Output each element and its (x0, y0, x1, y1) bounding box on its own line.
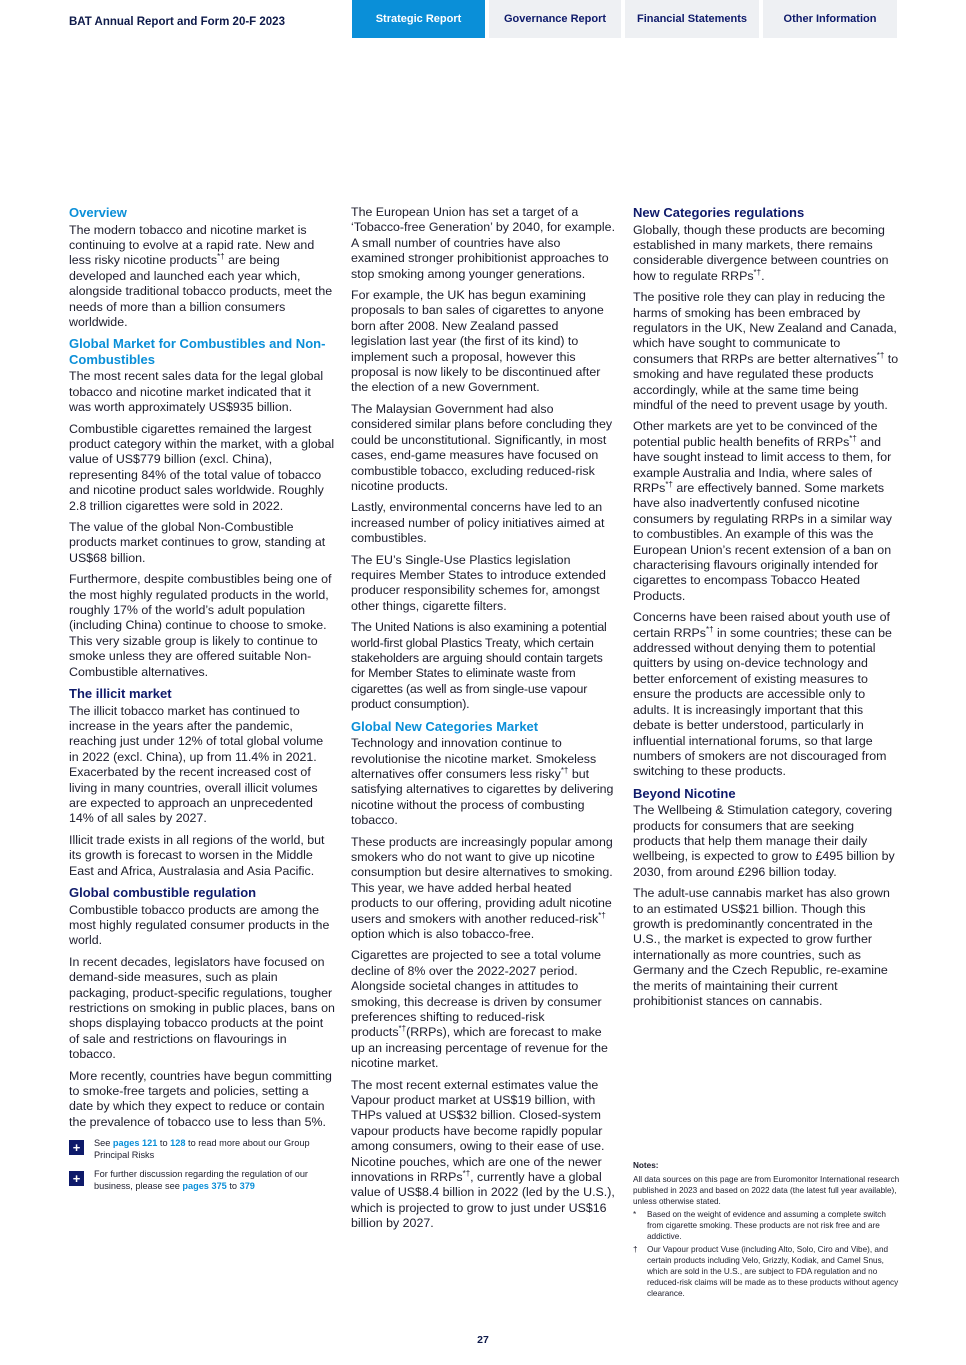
paragraph: Illicit trade exists in all regions of the world, but its growth is forecast to worsen in the Middle East and Africa, Australasia and Asia Pacific. (69, 832, 325, 878)
page-number: 27 (477, 1334, 489, 1346)
cross-reference-text: See pages 121 to 128 to read more about our Group Principal Risks (94, 1138, 310, 1160)
paragraph: More recently, countries have begun committing to smoke-free targets and policies, setting a date by which they expect to reduce or contain the prevalence of tobacco use to less than 5%. (69, 1068, 332, 1129)
page-link[interactable]: pages 121 (112, 1138, 158, 1149)
notes (633, 1160, 901, 1299)
paragraph: Other markets are yet to be convinced of the potential public health benefits of RRPs*† and have sought instead to limit access to them, for example Australia and India, where sales of RRPs*† are effectively banned. Some markets have also inadvertently confused nicotine consumers by regulating RRPs in a similar way to combustibles. An example of this was the European Union’s recent extension of a ban on characterising flavours originally intended for cigarettes to encompass Tobacco Heated Products. (633, 419, 892, 603)
page-link[interactable]: 128 (170, 1138, 186, 1149)
note-text: Based on the weight of evidence and assuming a complete switch from cigarette smoking. These products are not risk free and are addictive. (647, 1210, 886, 1241)
paragraph: Combustible tobacco products are among the most highly regulated consumer products in the world. (69, 902, 330, 948)
page-link[interactable]: 379 (239, 1180, 255, 1191)
heading-overview: Overview (69, 205, 127, 220)
paragraph: The Malaysian Government had also considered similar plans before concluding they could be unconstitutional. Significantly, in most cases, end-game measures have focused on combustible tobacco, excluding reduced-risk nicotine products. (351, 401, 613, 493)
paragraph: The most recent external estimates value the Vapour product market at US$19 billion, with THPs valued at US$32 billion. Closed-system vapour products have become rapidly popular among consumers, owing to their ease of use. Nicotine pouches, which are one of the newer innovations in RRPs*†, currently have a global value of US$8.4 billion in 2022 (led by the U.S.), which is projected to grow to just under US$16 billion by 2027. (351, 1077, 615, 1231)
paragraph: The EU’s Single-Use Plastics legislation requires Member States to introduce extended producer responsibility schemes for, amongst other things, cigarette filters. (351, 552, 606, 613)
cross-reference-regulation (69, 1169, 335, 1192)
notes-intro: All data sources on this page are from Euromonitor International research published in 2023 and based on 2022 data (the latest full year available), unless otherwise stated. (633, 1175, 900, 1206)
tab-governance-report[interactable]: Governance Report (489, 0, 621, 38)
tab-other-information[interactable]: Other Information (763, 0, 897, 38)
paragraph: The illicit tobacco market has continued to increase in the years after the pandemic, reaching just under 12% of total global volume in 2022 (excl. China), up from 11.4% in 2021. Exacerbated by the recent increased cost of living in many countries, overall illicit volumes are expected to approach an unprecedented 14% of all sales by 2027. (69, 703, 324, 826)
note-mark: † (633, 1245, 638, 1254)
column-right (633, 205, 899, 1016)
paragraph: The Wellbeing & Stimulation category, covering products for consumers that are seeking products that help them manage their daily wellbeing, is expected to grow to £495 billion by 2030, from around £296 billion today. (633, 803, 895, 879)
paragraph: Concerns have been raised about youth use of certain RRPs*† in some countries; these can be addressed without denying them to potential quitters by using on-device technology and better enforcement of existing measures to ensure the products are accessible only to adults. It is increasingly important that this debate is better understood, particularly in influential international forums, so that large numbers of smokers are not discouraged from switching to these products. (633, 610, 892, 779)
paragraph-overview: The modern tobacco and nicotine market is continuing to evolve at a rapid rate. New and less risky nicotine products*† are being developed and launched each year which, alongside traditional tobacco products, meet the needs of more than a billion consumers worldwide. (69, 222, 333, 329)
paragraph: For example, the UK has begun examining proposals to ban sales of cigarettes to anyone born after 2008. New Zealand passed legislation last year (the first of its kind) to implement such a proposal, however this proposal is now likely to be discontinued after the election of a new Government. (351, 288, 604, 395)
page-link[interactable]: pages 375 (182, 1180, 227, 1191)
tab-strategic-report[interactable]: Strategic Report (352, 0, 485, 38)
note-mark: * (633, 1210, 637, 1219)
note-item (633, 1209, 901, 1242)
paragraph: These products are increasingly popular among smokers who do not want to give up nicotine consumption but desire alternatives to smoking. This year, we have added herbal heated products to our offering, providing adult nicotine users and smokers with another reduced-risk*† option which is also tobacco-free. (351, 834, 613, 941)
heading-global-new-categories: Global New Categories Market (351, 718, 539, 734)
column-left (69, 205, 335, 1192)
plus-icon[interactable]: + (69, 1171, 84, 1186)
paragraph: Globally, though these products are becoming established in many markets, there remains considerable divergence between countries on how to regulate RRPs*†. (633, 222, 889, 283)
note-text: Our Vapour product Vuse (including Alto, Solo, Ciro and Vibe), and certain products including Velo, Grizzly, Kodiak, and Camel Snus, which are sold in the U.S., are subject to FDA regulation and no reduced-risk claims will be made as to these products without agency clearance. (647, 1245, 899, 1298)
paragraph: The value of the global Non-Combustible products market continues to grow, standing at US$68 billion. (69, 520, 326, 565)
paragraph: The most recent sales data for the legal global tobacco and nicotine market indicated that it was worth approximately US$935 billion. (69, 369, 324, 415)
paragraph: The United Nations is also examining a potential world-first global Plastics Treaty, which certain stakeholders are arguing should contain targets for Member States to eliminate waste from cigarettes (as well as from single-use vapour product consumption). (351, 620, 607, 712)
top-bar (0, 0, 966, 38)
heading-global-market: Global Market for Combustibles and Non-Combustibles (69, 336, 326, 367)
column-middle (351, 205, 616, 1238)
heading-illicit-market: The illicit market (69, 686, 172, 702)
paragraph: The European Union has set a target of a ‘Tobacco-free Generation’ by 2040, for example. A small number of countries have also examined stronger prohibitionist approaches to stop smoking among younger generations. (351, 205, 616, 281)
paragraph: Cigarettes are projected to see a total volume decline of 8% over the 2022-2027 period. Alongside societal changes in attitudes to smoking, this decrease is driven by consumer preferences shifting to reduced-risk products*†(RRPs), which are forecast to make up an increasing percentage of revenue for the nicotine market. (351, 948, 608, 1071)
heading-beyond-nicotine: Beyond Nicotine (633, 785, 736, 801)
paragraph: The positive role they can play in reducing the harms of smoking has been embraced by regulators in the UK, New Zealand and Canada, which have sought to communicate to consumers that RRPs are better alternatives*† to smoking and have regulated these products accordingly, while at the same time being mindful of the need to prevent usage by youth. (633, 290, 899, 412)
cross-reference-risks (69, 1138, 335, 1161)
notes-heading: Notes: (633, 1161, 659, 1170)
paragraph: Technology and innovation continue to revolutionise the nicotine market. Smokeless alternatives offer consumers less risky*† but satisfying alternatives to cigarettes by delivering nicotine without the process of combusting tobacco. (351, 736, 614, 828)
paragraph: In recent decades, legislators have focused on demand-side measures, such as plain packaging, product-specific regulations, tougher restrictions on smoking in public places, bans on shops displaying tobacco products at the point of sale and restrictions on flavourings in tobacco. (69, 954, 335, 1062)
tab-financial-statements[interactable]: Financial Statements (625, 0, 759, 38)
note-item (633, 1244, 901, 1299)
paragraph: Combustible cigarettes remained the largest product category within the market, with a global value of US$779 billion (excl. China), representing 84% of the total value of tobacco and nicotine product sales worldwide. Roughly 2.8 trillion cigarettes were sold in 2022. (69, 421, 335, 513)
paragraph: Lastly, environmental concerns have led to an increased number of policy initiatives aimed at combustibles. (351, 500, 605, 546)
plus-icon[interactable]: + (69, 1140, 84, 1155)
cross-reference-text: For further discussion regarding the regulation of our business, please see pages 375 to 379 (94, 1169, 308, 1191)
report-title: BAT Annual Report and Form 20-F 2023 (69, 16, 285, 28)
heading-global-combustible-regulation: Global combustible regulation (69, 885, 257, 901)
heading-new-categories-regulations: New Categories regulations (633, 205, 805, 220)
paragraph: Furthermore, despite combustibles being one of the most highly regulated products in the world, roughly 17% of the world’s adult population (including China) continue to choose to smoke. This very sizable group is likely to continue to smoke unless they are offered suitable Non-Combustible alternatives. (69, 572, 332, 679)
paragraph: The adult-use cannabis market has also grown to an estimated US$21 billion. Though this growth is predominantly concentrated in the U.S., the market is expected to grow further internationally as more countries, such as Germany and the Czech Republic, re-examine the merits of maintaining their current prohibitionist stances on cannabis. (633, 886, 890, 1009)
